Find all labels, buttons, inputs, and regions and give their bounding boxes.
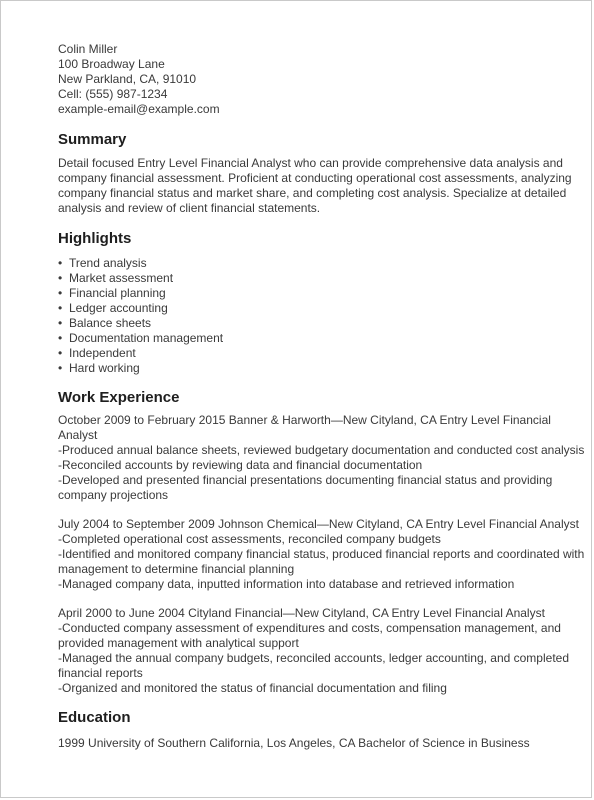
job-duty: -Developed and presented financial presentations documenting financial status and providing company projections [58, 473, 553, 502]
job-duty: -Produced annual balance sheets, reviewed budgetary documentation and conducted cost analysis [58, 443, 585, 457]
resume-content [58, 42, 588, 751]
highlight-item: • Independent [58, 346, 588, 361]
job-entry [58, 606, 588, 696]
job-duty: -Completed operational cost assessments, reconciled company budgets [58, 532, 441, 546]
education-entry: 1999 University of Southern California, Los Angeles, CA Bachelor of Science in Business [58, 736, 530, 750]
highlight-item: • Market assessment [58, 271, 588, 286]
job-entry [58, 413, 588, 503]
job-duty: -Identified and monitored company financial status, produced financial reports and coordinated with management to determine financial planning [58, 547, 585, 576]
job-duty: -Reconciled accounts by reviewing data and financial documentation [58, 458, 423, 472]
highlights-list [58, 256, 588, 376]
education-heading: Education [58, 709, 131, 726]
job-header: October 2009 to February 2015 Banner & Harworth—New Cityland, CA Entry Level Financial Analyst [58, 413, 551, 442]
highlight-item: • Hard working [58, 361, 588, 376]
job-duty: -Managed the annual company budgets, reconciled accounts, ledger accounting, and completed financial reports [58, 651, 570, 680]
highlight-item: • Financial planning [58, 286, 588, 301]
job-entry [58, 517, 588, 592]
contact-block [58, 42, 588, 117]
contact-name: Colin Miller [58, 42, 118, 56]
job-header: April 2000 to June 2004 Cityland Financial—New Cityland, CA Entry Level Financial Analyst [58, 606, 545, 620]
summary-heading: Summary [58, 131, 127, 148]
highlight-item: • Documentation management [58, 331, 588, 346]
contact-email: example-email@example.com [58, 102, 220, 116]
job-header: July 2004 to September 2009 Johnson Chemical—New Cityland, CA Entry Level Financial Analyst [58, 517, 579, 531]
highlight-item: • Trend analysis [58, 256, 588, 271]
contact-city: New Parkland, CA, 91010 [58, 72, 197, 86]
job-duty: -Conducted company assessment of expenditures and costs, compensation management, and provided management with analytical support [58, 621, 561, 650]
highlight-item: • Ledger accounting [58, 301, 588, 316]
highlight-item: • Balance sheets [58, 316, 588, 331]
work-experience-heading: Work Experience [58, 389, 180, 406]
contact-address: 100 Broadway Lane [58, 57, 165, 71]
contact-phone: Cell: (555) 987-1234 [58, 87, 168, 101]
highlights-heading: Highlights [58, 230, 132, 247]
summary-text: Detail focused Entry Level Financial Analyst who can provide comprehensive data analysis and company financial assessment. Proficient at conducting operational cost assessments, analyzing company financial status and market share, and completing cost analysis. Specialize at detailed analysis and review of client financial statements. [58, 156, 572, 215]
job-duty: -Managed company data, inputted information into database and retrieved information [58, 577, 515, 591]
job-duty: -Organized and monitored the status of financial documentation and filing [58, 681, 447, 695]
